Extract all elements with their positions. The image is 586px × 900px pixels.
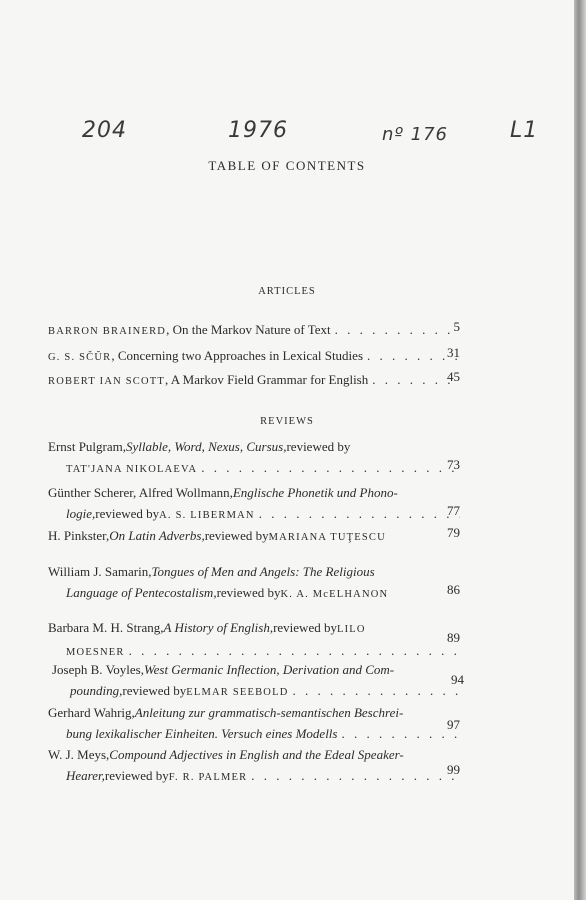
review-book-title-cont: logie,	[66, 506, 96, 521]
handwritten-note-2: 1976	[228, 118, 288, 143]
review-author: Ernst Pulgram,	[48, 439, 126, 454]
review-page: 79	[447, 525, 460, 540]
articles-heading: ARTICLES	[258, 286, 316, 297]
review-by-text: reviewed by	[104, 768, 169, 783]
article-title: , Concerning two Approaches in Lexical Studies	[111, 348, 363, 363]
review-entry-6	[52, 659, 460, 703]
review-entry-5	[48, 617, 460, 663]
article-entry-1	[48, 319, 460, 342]
review-author: H. Pinkster,	[48, 528, 110, 543]
review-by-text: reviewed by	[122, 683, 187, 698]
review-by-text: reviewed by	[286, 439, 351, 454]
article-page: 5	[453, 319, 460, 334]
review-entry-4	[48, 561, 460, 605]
review-book-title-cont: pounding,	[70, 683, 123, 698]
review-entry-2	[48, 482, 460, 526]
handwritten-note-1: 204	[82, 118, 127, 143]
review-page: 73	[447, 457, 460, 472]
review-book-title-cont: bung lexikalischer Einheiten. Versuch eines Modells	[66, 726, 338, 741]
review-book-title: Syllable, Word, Nexus, Cursus,	[126, 439, 287, 454]
review-book-title-cont: Language of Pentecostalism,	[66, 585, 217, 600]
article-page: 45	[447, 369, 460, 384]
page-edge	[574, 0, 586, 900]
review-entry-3	[48, 525, 460, 548]
review-entry-1	[48, 436, 460, 480]
reviewer-name: TAT'JANA NIKOLAEVA	[66, 464, 198, 475]
review-page: 97	[447, 717, 460, 732]
article-title: , A Markov Field Grammar for English	[164, 372, 369, 387]
reviewer-name: F. R. PALMER	[168, 772, 248, 783]
reviewer-name: MARIANA TUŢESCU	[268, 532, 386, 543]
review-by-text: reviewed by	[273, 620, 337, 635]
review-book-title: Tongues of Men and Angels: The Religious	[151, 564, 375, 579]
review-book-title: A History of English,	[163, 620, 274, 635]
review-book-title: Anleitung zur grammatisch-semantischen Beschrei-	[134, 705, 404, 720]
reviews-heading: REVIEWS	[260, 416, 314, 427]
article-title: , On the Markov Nature of Text	[166, 322, 331, 337]
review-entry-8	[48, 744, 460, 788]
handwritten-note-4: L1	[510, 118, 539, 143]
review-book-title: Englische Phonetik und Phono-	[232, 485, 398, 500]
review-author: Joseph B. Voyles,	[52, 662, 144, 677]
review-book-title-cont: Hearer,	[66, 768, 105, 783]
article-author: ROBERT IAN SCOTT	[48, 376, 165, 387]
reviewer-name: A. S. LIBERMAN	[159, 510, 255, 521]
page-title: TABLE OF CONTENTS	[208, 158, 366, 173]
review-book-title: West Germanic Inflection, Derivation and Com-	[143, 662, 395, 677]
review-by-text: reviewed by	[95, 506, 160, 521]
article-author: BARRON BRAINERD	[48, 326, 167, 337]
handwritten-note-3: nº 176	[382, 124, 448, 145]
review-by-text: reviewed by	[216, 585, 281, 600]
article-page: 31	[447, 345, 460, 360]
reviewer-name: K. A. McELHANON	[280, 589, 389, 600]
review-book-title: Compound Adjectives in English and the Edeal Speaker-	[109, 747, 404, 762]
review-page: 77	[447, 503, 460, 518]
reviewer-name: ELMAR SEEBOLD	[186, 687, 289, 698]
article-entry-3	[48, 369, 460, 392]
review-author: Barbara M. H. Strang,	[48, 620, 164, 635]
review-page: 99	[447, 762, 460, 777]
review-author: W. J. Meys,	[48, 747, 110, 762]
review-entry-7	[48, 702, 460, 744]
article-author: G. S. SČŬR	[48, 352, 112, 363]
review-page: 86	[447, 582, 460, 597]
review-page: 89	[447, 630, 460, 645]
review-book-title: On Latin Adverbs,	[109, 528, 205, 543]
review-author: William J. Samarin,	[48, 564, 152, 579]
reviewer-name: LILO	[336, 624, 366, 635]
review-author: Günther Scherer, Alfred Wollmann,	[48, 485, 233, 500]
review-page: 94	[451, 672, 464, 687]
review-author: Gerhard Wahrig,	[48, 705, 135, 720]
review-by-text: reviewed by	[204, 528, 269, 543]
article-entry-2	[48, 345, 460, 368]
reviewer-name-cont: MOESNER	[66, 647, 125, 658]
